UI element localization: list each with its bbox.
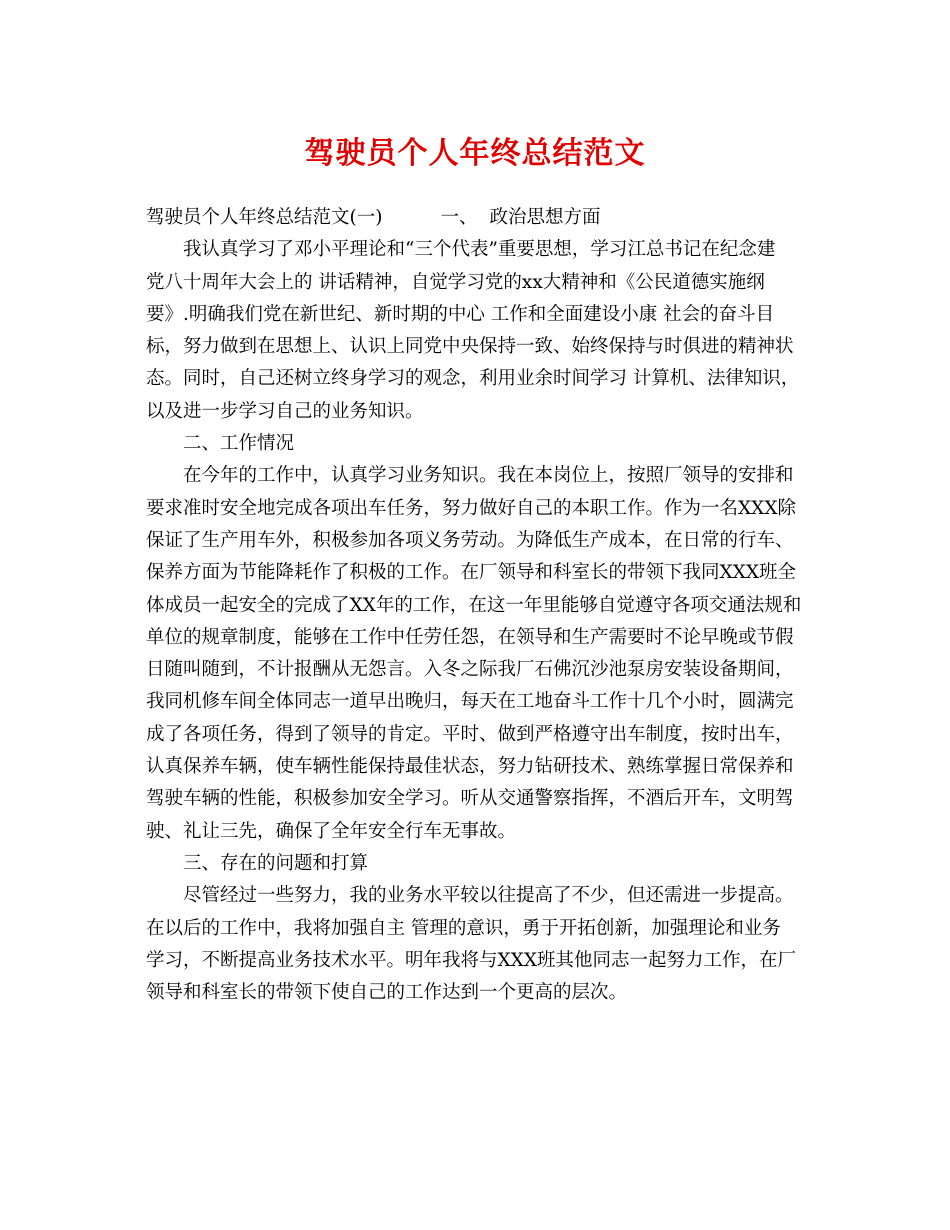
intro-lead: 驾驶员个人年终总结范文(一) [146, 207, 383, 228]
paragraph-line: 要求准时安全地完成各项出车任务，努力做好自己的本职工作。作为一名XXX除 [146, 497, 797, 519]
paragraph-line: 要》.明确我们党在新世纪、新时期的中心 工作和全面建设小康 社会的奋斗目 [146, 303, 775, 325]
paragraph-line: 日随叫随到，不计报酬从无怨言。入冬之际我厂石佛沉沙池泵房安装设备期间， [146, 659, 794, 681]
paragraph-line: 保养方面为节能降耗作了积极的工作。在厂领导和科室长的带领下我同XXX班全 [146, 562, 797, 584]
paragraph-line: 领导和科室长的带领下使自己的工作达到一个更高的层次。 [146, 982, 628, 1004]
section-2-heading: 二、工作情况 [183, 433, 295, 455]
document-title: 驾驶员个人年终总结范文 [304, 136, 646, 171]
section-1-heading: 政治思想方面 [489, 207, 601, 228]
paragraph-line: 成了各项任务，得到了领导的肯定。平时、做到严格遵守出车制度，按时出车， [146, 723, 794, 745]
document-body [146, 202, 810, 1009]
intro-line [146, 202, 810, 234]
paragraph-line: 单位的规章制度，能够在工作中任劳任怨，在领导和生产需要时不论早晚或节假 [146, 626, 794, 648]
paragraph-line: 在今年的工作中，认真学习业务知识。我在本岗位上，按照厂领导的安排和 [183, 465, 794, 487]
section-1-number: 一、 [440, 207, 478, 228]
paragraph-line: 以及进一步学习自己的业务知识。 [146, 400, 424, 422]
paragraph-line: 保证了生产用车外，积极参加各项义务劳动。为降低生产成本，在日常的行车、 [146, 529, 794, 551]
paragraph-line: 学习，不断提高业务技术水平。明年我将与XXX班其他同志一起努力工作，在厂 [146, 949, 797, 971]
paragraph-line: 在以后的工作中，我将加强自主 管理的意识，勇于开拓创新，加强理论和业务 [146, 917, 781, 939]
paragraph-line: 态。同时，自己还树立终身学习的观念，利用业余时间学习 计算机、法律知识， [146, 368, 800, 390]
paragraph-line: 尽管经过一些努力，我的业务水平较以往提高了不少，但还需进一步提高。 [183, 885, 794, 907]
paragraph-line: 我同机修车间全体同志一道早出晚归，每天在工地奋斗工作十几个小时，圆满完 [146, 691, 794, 713]
paragraph-line: 我认真学习了邓小平理论和“三个代表”重要思想，学习江总书记在纪念建 [183, 239, 776, 261]
paragraph-line: 驾驶车辆的性能，积极参加安全学习。听从交通警察指挥，不酒后开车，文明驾 [146, 788, 794, 810]
paragraph-line: 驶、礼让三先，确保了全年安全行车无事故。 [146, 820, 517, 842]
section-3-heading: 三、存在的问题和打算 [183, 852, 369, 874]
paragraph-line: 党八十周年大会上的 讲话精神，自觉学习党的xx大精神和《公民道德实施纲 [146, 271, 765, 293]
paragraph-line: 认真保养车辆，使车辆性能保持最佳状态，努力钻研技术、熟练掌握日常保养和 [146, 756, 794, 778]
paragraph-line: 标，努力做到在思想上、认识上同党中央保持一致、始终保持与时俱进的精神状 [146, 336, 794, 358]
paragraph-line: 体成员一起安全的完成了XX年的工作，在这一年里能够自觉遵守各项交通法规和 [146, 594, 802, 616]
